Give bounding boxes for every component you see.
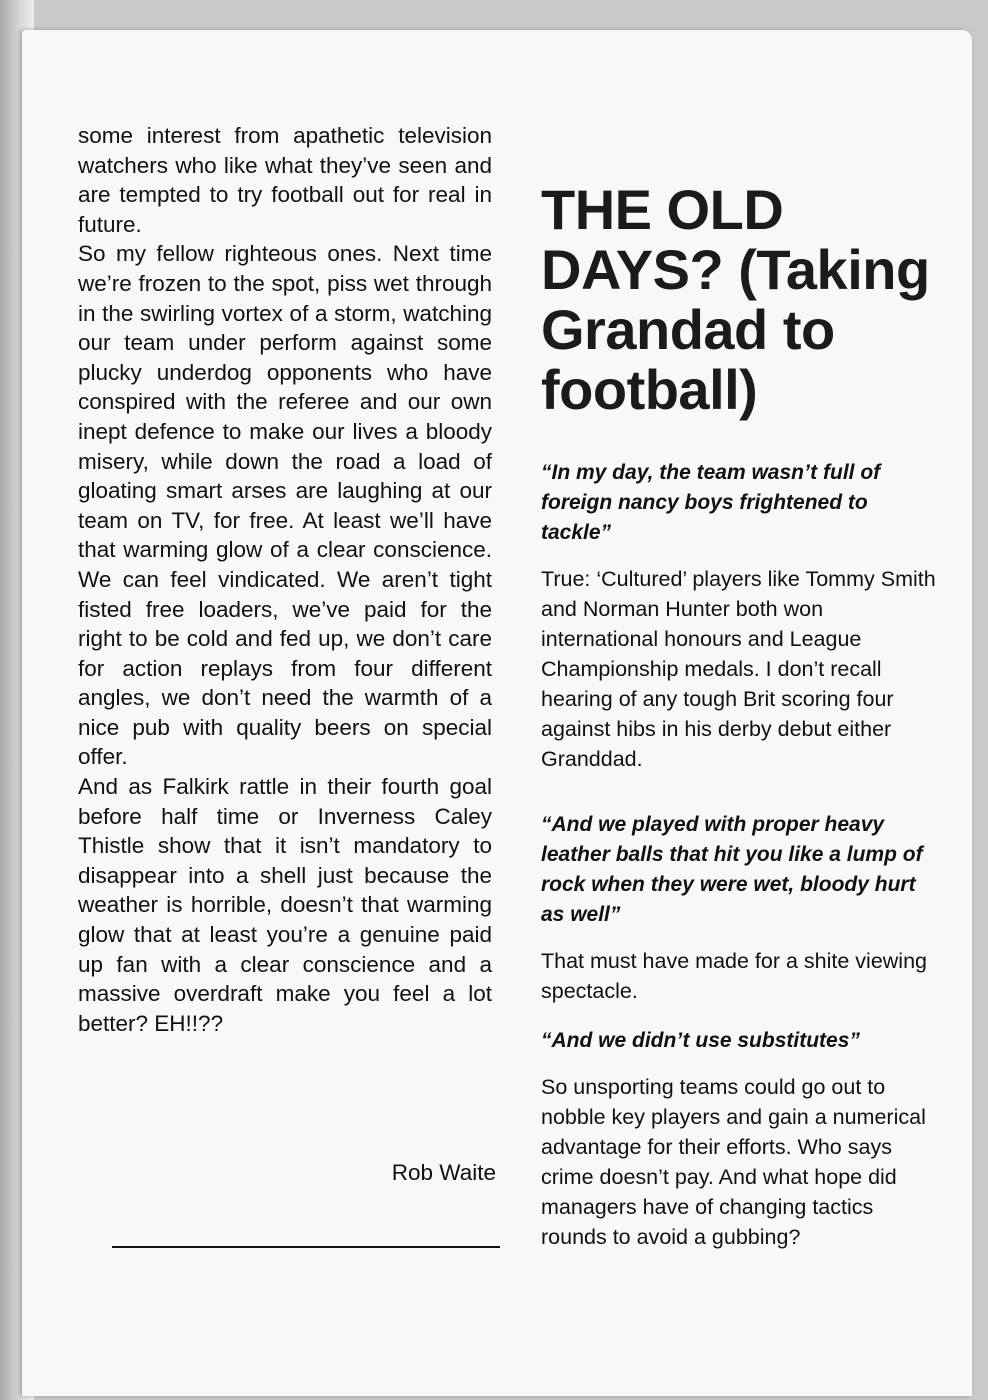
article-paragraph: some interest from apathetic television watchers who like what they’ve seen and are tempted to try football out for real in future. [78,123,492,237]
left-article-column [78,121,492,1038]
article-paragraph: And as Falkirk rattle in their fourth goal before half time or Inverness Caley Thistle show that it isn’t mandatory to disappear into a shell just because the weather is horrible, doesn’t that warming glow that at least you’re a genuine paid up fan with a clear conscience and a massive overdraft make you feel a lot better? EH!!?? [78,774,492,1036]
grandad-quote: “And we played with proper heavy leather balls that hit you like a lump of rock when they were wet, bloody hurt as well” [541,813,923,926]
grandad-quote: “In my day, the team wasn’t full of foreign nancy boys frightened to tackle” [541,461,881,544]
rebuttal-paragraph: That must have made for a shite viewing spectacle. [541,949,927,1003]
author-signature: Rob Waite [391,1160,496,1185]
rebuttal-paragraph: True: ‘Cultured’ players like Tommy Smith and Norman Hunter both won international honours and League Championship medals. I don’t recall hearing of any tough Brit scoring four against hibs in his derby debut either Granddad. [541,567,936,771]
right-article-column [541,180,943,1252]
article-headline: THE OLD DAYS? (Taking Grandad to football) [541,178,930,421]
article-paragraph: So my fellow righteous ones. Next time we’re frozen to the spot, piss wet through in the swirling vortex of a storm, watching our team under perform against some plucky underdog opponents who have conspired with the referee and our own inept defence to make our lives a bloody misery, while down the road a load of gloating smart arses are laughing at our team on TV, for free. At least we’ll have that warming glow of a clear conscience. We can feel vindicated. We aren’t tight fisted free loaders, we’ve paid for the right to be cold and fed up, we don’t care for action replays from four different angles, we don’t need the warmth of a nice pub with quality beers on special offer. [78,241,492,770]
section-divider-line [112,1246,500,1248]
grandad-quote: “And we didn’t use substitutes” [541,1029,860,1052]
rebuttal-paragraph: So unsporting teams could go out to nobble key players and gain a numerical advantage for their efforts. Who says crime doesn’t pay. And what hope did managers have of changing tactics rounds to avoid a gubbing? [541,1075,926,1249]
